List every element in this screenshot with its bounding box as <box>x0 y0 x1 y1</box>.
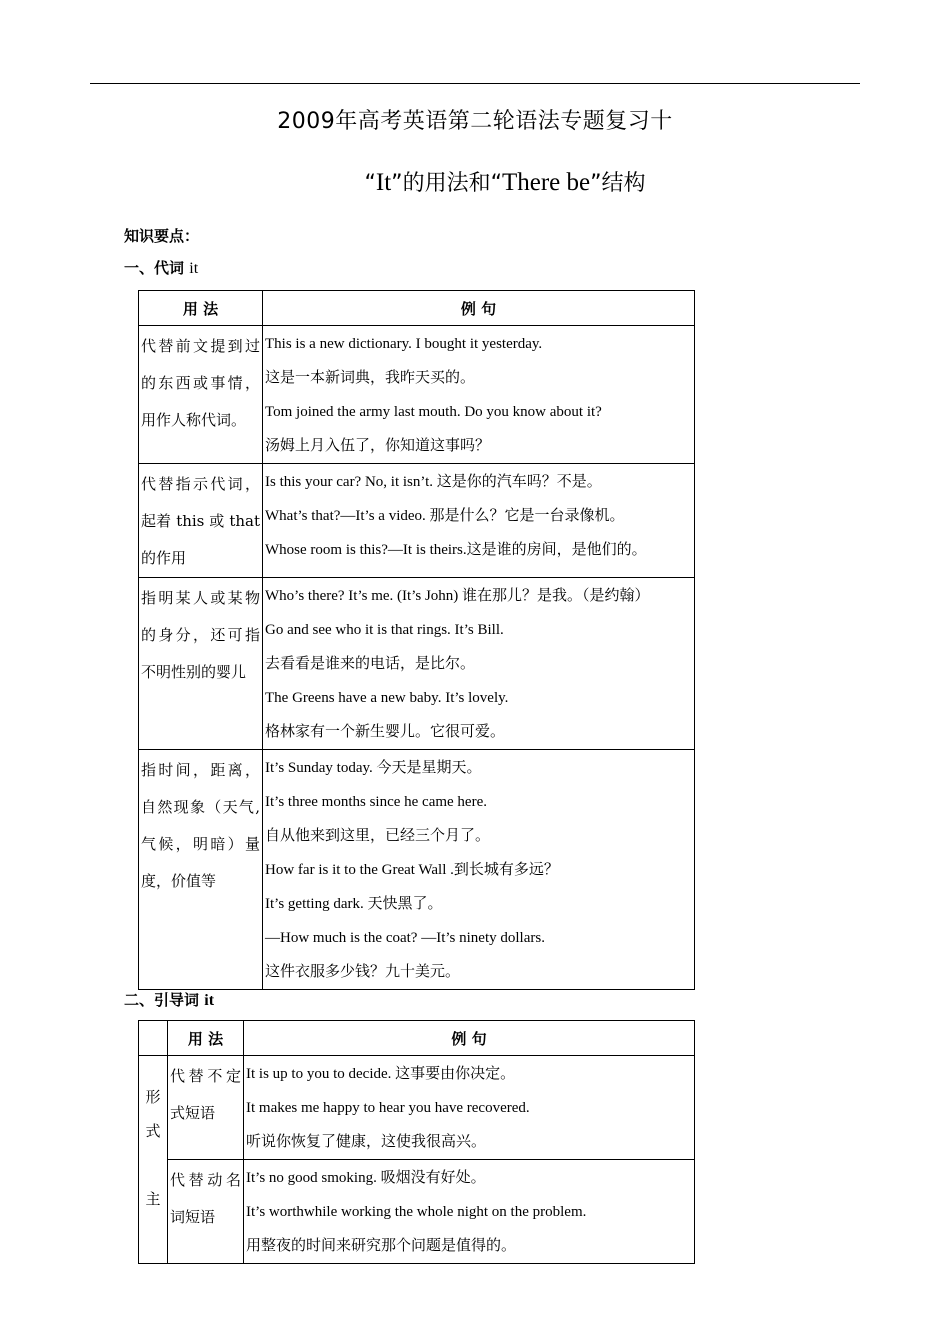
formal-subject-label: 形 式 主 <box>139 1056 168 1264</box>
table-row <box>139 464 695 578</box>
part1-heading: 一、代词 it <box>124 259 199 277</box>
subtitle-mid: ”的用法和“ <box>391 171 502 196</box>
example-cell: Who’s there? It’s me. (It’s John) 谁在那儿？是我。（是约翰） Go and see who it is that rings. It’s Bill. 去看看是谁来的电话，是比尔。 The Greens have a new baby. It’s lovely. 格林家有一个新生婴儿。它很可爱。 <box>263 578 695 750</box>
example-cell: It’s Sunday today. 今天是星期天。 It’s three months since he came here. 自从他来到这里，已经三个月了。 How far is it to the Great Wall .到长城有多远？ It’s getting dark. 天快黑了。 —How much is the coat? —It’s ninety dollars. 这件衣服多少钱？九十美元。 <box>263 750 695 990</box>
usage-cell: 代替不定式短语 <box>168 1056 244 1160</box>
usage-cell: 代替动名词短语 <box>168 1160 244 1264</box>
usage-header: 用 法 <box>139 291 263 326</box>
section-heading: 知识要点： <box>124 227 200 245</box>
example-cell: It’s no good smoking. 吸烟没有好处。 It’s worthwhile working the whole night on the problem. 用整夜的时间来研究那个问题是值得的。 <box>244 1160 695 1264</box>
usage-cell: 指时间，距离，自然现象（天气,气候，明暗）量度，价值等 <box>139 750 263 990</box>
example-cell: Is this your car? No, it isn’t. 这是你的汽车吗？不是。 What’s that?—It’s a video. 那是什么？它是一台录像机。 Whose room is this?—It is theirs.这是谁的房间，是他们的。 <box>263 464 695 578</box>
pronoun-it-table <box>138 290 695 990</box>
example-header: 例 句 <box>263 291 695 326</box>
table-row <box>139 1056 695 1160</box>
usage-header: 用 法 <box>168 1021 244 1056</box>
header-rule <box>90 83 860 84</box>
example-header: 例 句 <box>244 1021 695 1056</box>
subtitle-end: ”结构 <box>590 171 646 196</box>
table-header-row <box>139 291 695 326</box>
usage-cell: 代替前文提到过的东西或事情，用作人称代词。 <box>139 326 263 464</box>
subtitle-there-be: There be <box>501 169 591 196</box>
subtitle-it: It <box>375 169 392 196</box>
part2-heading: 二、引导词 it <box>124 991 215 1009</box>
subtitle-quote-open: “ <box>364 171 376 196</box>
blank-header <box>139 1021 168 1056</box>
table-header-row <box>139 1021 695 1056</box>
usage-cell: 代替指示代词，起着 this 或 that 的作用 <box>139 464 263 578</box>
document-subtitle <box>0 166 950 197</box>
usage-cell: 指明某人或某物的身分，还可指不明性别的婴儿 <box>139 578 263 750</box>
document-title: 2009年高考英语第二轮语法专题复习十 <box>277 109 673 134</box>
table-row <box>139 578 695 750</box>
introductory-it-table <box>138 1020 695 1264</box>
table-row <box>139 326 695 464</box>
table-row <box>139 1160 695 1264</box>
table-row <box>139 750 695 990</box>
example-cell: It is up to you to decide. 这事要由你决定。 It makes me happy to hear you have recovered. 听说你恢复了健康，这使我很高兴。 <box>244 1056 695 1160</box>
example-cell: This is a new dictionary. I bought it yesterday. 这是一本新词典，我昨天买的。 Tom joined the army last mouth. Do you know about it? 汤姆上月入伍了，你知道这事吗？ <box>263 326 695 464</box>
